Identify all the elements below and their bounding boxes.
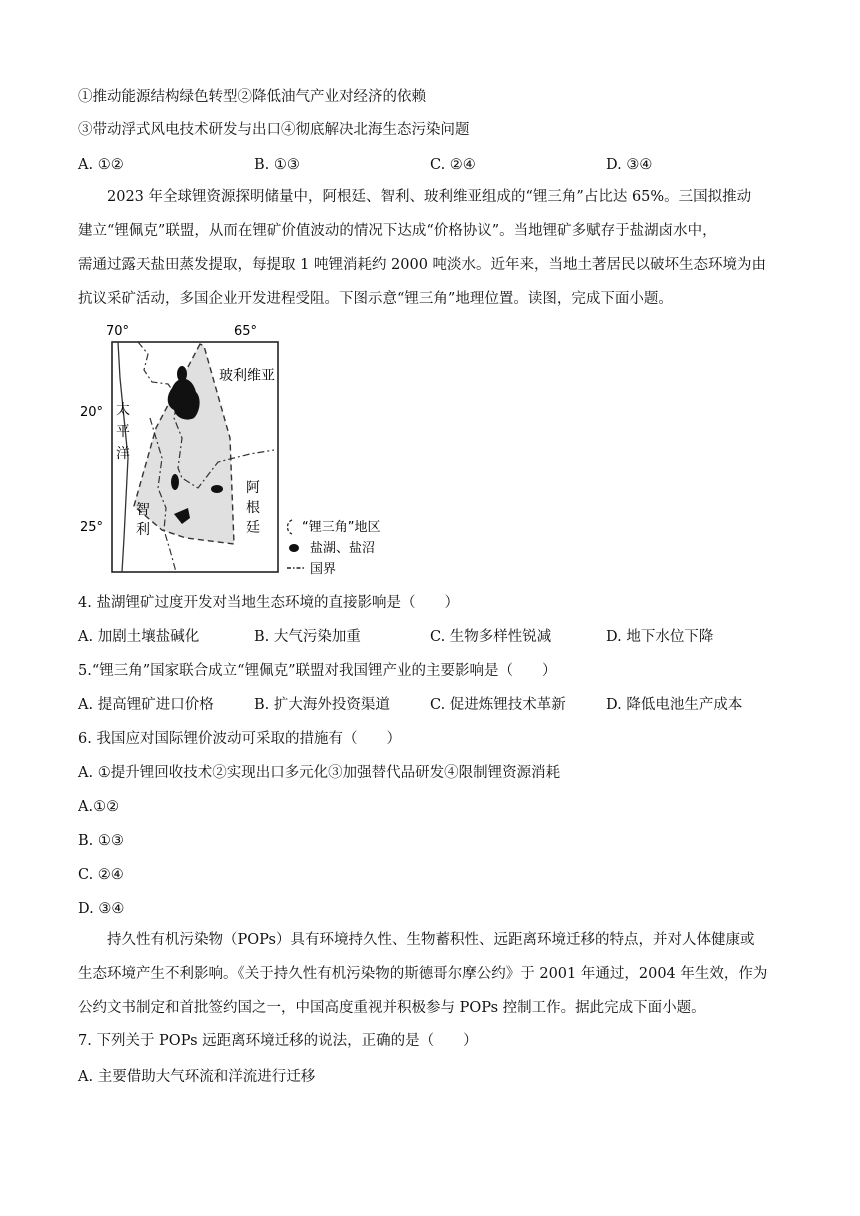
option-a: A. ①② xyxy=(78,157,124,173)
q6-statement: A. ①提升锂回收技术②实现出口多元化③加强替代品研发④限制锂资源消耗 xyxy=(78,765,561,781)
pops-para-line-2: 生态环境产生不利影响。《关于持久性有机污染物的斯德哥尔摩公约》于 2001 年通过，2004 年生效，作为 xyxy=(78,966,768,982)
q5-option-a: A. 提高锂矿进口价格 xyxy=(78,697,214,713)
q6-option-b: B. ①③ xyxy=(78,833,124,849)
lat-label-25: 25° xyxy=(80,520,104,535)
q6-stem: 6. 我国应对国际锂价波动可采取的措施有（ ） xyxy=(78,731,401,747)
top-options xyxy=(78,155,778,175)
label-bolivia: 玻利维亚 xyxy=(219,368,275,384)
q6-option-a: A.①② xyxy=(78,799,120,815)
label-argentina-2: 根 xyxy=(246,500,260,516)
lithium-triangle-map xyxy=(78,318,418,580)
label-chile-2: 利 xyxy=(136,522,150,538)
q5-option-d: D. 降低电池生产成本 xyxy=(606,697,743,713)
lithium-para-line-2: 建立“锂佩克”联盟，从而在锂矿价值波动的情况下达成“价格协议”。当地锂矿多赋存于盐湖卤水中， xyxy=(78,223,717,239)
label-argentina-1: 阿 xyxy=(246,480,260,496)
q7-stem: 7. 下列关于 POPs 远距离环境迁移的说法，正确的是（ ） xyxy=(78,1033,478,1049)
option-b: B. ①③ xyxy=(254,157,300,173)
q4-option-d: D. 地下水位下降 xyxy=(606,629,714,645)
q5-option-c: C. 促进炼锂技术革新 xyxy=(430,697,566,713)
lithium-para-line-3: 需通过露天盐田蒸发提取，每提取 1 吨锂消耗约 2000 吨淡水。近年来，当地土著居民以破坏生态环境为由 xyxy=(78,257,767,273)
lon-label-70: 70° xyxy=(106,324,130,339)
pops-paragraph xyxy=(78,923,782,1025)
q4-options xyxy=(78,627,778,647)
q4-option-a: A. 加剧土壤盐碱化 xyxy=(78,629,200,645)
q4-option-c: C. 生物多样性锐减 xyxy=(430,629,552,645)
ocean-label-3: 洋 xyxy=(116,446,130,462)
option-c: C. ②④ xyxy=(430,157,476,173)
label-argentina-3: 廷 xyxy=(246,520,260,536)
q5-options xyxy=(78,695,778,715)
ocean-label-2: 平 xyxy=(116,424,130,440)
pops-para-line-3: 公约文书制定和首批签约国之一，中国高度重视并积极参与 POPs 控制工作。据此完成下面小题。 xyxy=(78,1000,706,1016)
lon-label-65: 65° xyxy=(234,324,258,339)
q5-option-b: B. 扩大海外投资渠道 xyxy=(254,697,390,713)
legend-saltlake-swatch xyxy=(289,544,299,552)
q7-option-a: A. 主要借助大气环流和洋流进行迁移 xyxy=(78,1069,316,1085)
q4-option-b: B. 大气污染加重 xyxy=(254,629,361,645)
q4-stem: 4. 盐湖锂矿过度开发对当地生态环境的直接影响是（ ） xyxy=(78,595,459,611)
q5-stem: 5.“锂三角”国家联合成立“锂佩克”联盟对我国锂产业的主要影响是（ ） xyxy=(78,663,557,679)
lithium-para-line-1: 2023 年全球锂资源探明储量中，阿根廷、智利、玻利维亚组成的“锂三角”占比达 65%。三国拟推动 xyxy=(107,189,752,205)
legend-region-label: “锂三角”地区 xyxy=(302,520,381,535)
q6-option-d: D. ③④ xyxy=(78,901,125,917)
option-d: D. ③④ xyxy=(606,157,653,173)
label-chile-1: 智 xyxy=(136,502,150,518)
pops-para-line-1: 持久性有机污染物（POPs）具有环境持久性、生物蓄积性、远距离环境迁移的特点，并对人体健康或 xyxy=(107,932,755,948)
map-legend xyxy=(287,519,380,577)
lithium-para-line-4: 抗议采矿活动，多国企业开发进程受阻。下图示意“锂三角”地理位置。读图，完成下面小题。 xyxy=(78,291,673,307)
q6-option-c: C. ②④ xyxy=(78,867,124,883)
statement-line-2: ③带动浮式风电技术研发与出口④彻底解决北海生态污染问题 xyxy=(78,122,470,138)
lat-label-20: 20° xyxy=(80,405,104,420)
statement-line-1: ①推动能源结构绿色转型②降低油气产业对经济的依赖 xyxy=(78,89,426,105)
legend-saltlake-label: 盐湖、盐沼 xyxy=(310,541,376,556)
legend-border-label: 国界 xyxy=(310,562,337,577)
lithium-paragraph xyxy=(78,180,782,316)
legend-region-swatch xyxy=(288,520,293,534)
ocean-label-1: 太 xyxy=(116,402,130,418)
